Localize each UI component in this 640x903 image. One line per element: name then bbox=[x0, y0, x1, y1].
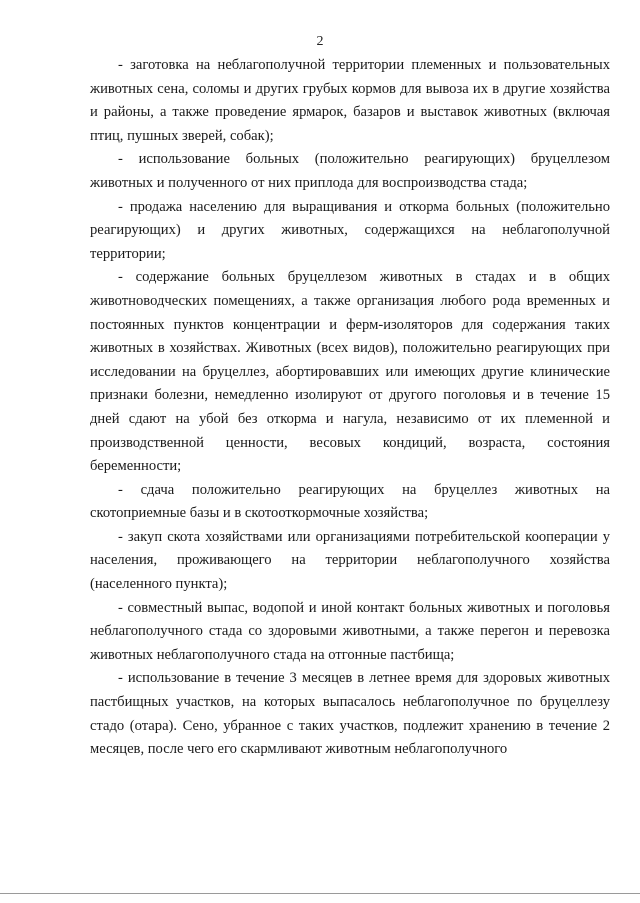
bottom-scan-edge bbox=[0, 893, 640, 894]
paragraph-keeping-sick-animals: - содержание больных бруцеллезом животных в стадах и в общих животноводческих помещениях, а также организация любого рода временных и постоянных пунктов концентрации и ферм-изоляторов для содержания таких животных в хозяйствах. Животных (всех видов), положительно реагирующих при исследовании на бруцеллез, абортировавших или имеющих другие клинические признаки болезни, немедленно изолируют от другого поголовья и в течение 15 дней сдают на убой без откорма и нагула, независимо от их племенной и производственной ценности, весовых кондиций, возраста, состояния беременности; bbox=[90, 269, 610, 475]
paragraph-hay-harvesting: - заготовка на неблагополучной территории племенных и пользовательных животных сена, соломы и других грубых кормов для вывоза их в другие хозяйства и районы, а также проведение ярмарок, базаров и выставок животных (включая птиц, пушных зверей, собак); bbox=[90, 57, 610, 144]
paragraph-livestock-purchase: - закуп скота хозяйствами или организациями потребительской кооперации у населения, проживающего на территории неблагополучного хозяйства (населенного пункта); bbox=[90, 528, 610, 593]
paragraph-pasture-use: - использование в течение 3 месяцев в летнее время для здоровых животных пастбищных участков, на которых выпасалось неблагополучное по бруцеллезу стадо (отара). Сено, убранное с таких участков, подлежит хранению в течение 2 месяцев, после чего его скармливают животным неблагополучного bbox=[90, 670, 610, 758]
page-number: 2 bbox=[316, 34, 324, 49]
paragraph-breeding-use: - использование больных (положительно реагирующих) бруцеллезом животных и полученного от них приплода для воспроизводства стада; bbox=[90, 151, 610, 191]
paragraph-delivery-to-bases: - сдача положительно реагирующих на бруцеллез животных на скотоприемные базы и в скотооткормочные хозяйства; bbox=[90, 481, 610, 522]
document-body bbox=[90, 54, 610, 762]
paragraph-sale-to-population: - продажа населению для выращивания и откорма больных (положительно реагирующих) и других животных, содержащихся на неблагополучной территории; bbox=[90, 198, 610, 262]
paragraph-joint-grazing: - совместный выпас, водопой и иной контакт больных животных и поголовья неблагополучного стада со здоровыми животными, а также перегон и перевозка животных неблагополучного стада на отгонные пастбища; bbox=[90, 599, 610, 663]
